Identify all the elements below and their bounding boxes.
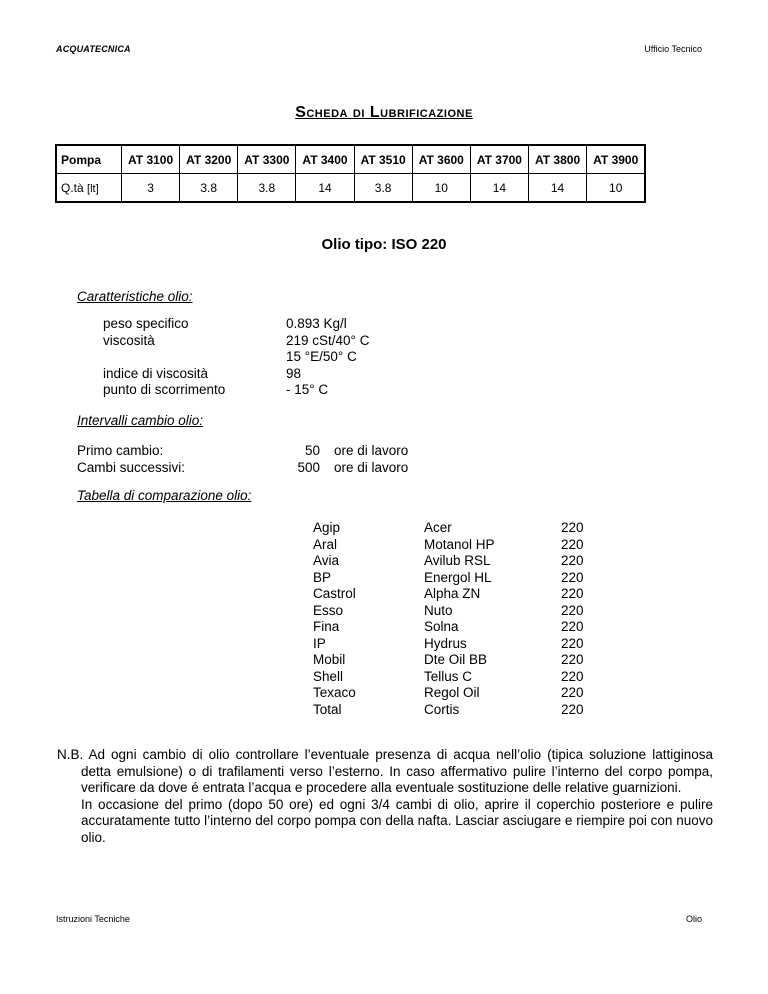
interval-unit: ore di lavoro bbox=[334, 459, 409, 475]
interval-units bbox=[334, 443, 484, 476]
brand-name: Mobil bbox=[313, 652, 346, 667]
product-name: Motanol HP bbox=[424, 536, 495, 552]
pump-model-row bbox=[56, 145, 645, 174]
pump-quantity-row bbox=[56, 174, 645, 203]
pump-model-cell: AT 3700 bbox=[470, 145, 528, 174]
brand-name: Aral bbox=[313, 536, 338, 552]
grade-value: 220 bbox=[561, 569, 584, 585]
title-text: Scheda di Lubrificazione bbox=[295, 104, 473, 121]
grade-value: 220 bbox=[561, 553, 584, 568]
brand-name: Total bbox=[313, 701, 342, 717]
pump-model-cell: AT 3300 bbox=[238, 145, 296, 174]
characteristic-label: punto di scorrimento bbox=[103, 382, 226, 397]
interval-unit: ore di lavoro bbox=[334, 443, 409, 458]
note-paragraph: N.B. Ad ogni cambio di olio controllare l’eventuale presenza di acqua nell’olio (tipica soluzione lattiginosa detta emulsione) o di trafilamenti verso l’esterno. In caso affermativo pulire l’interno del corpo pompa, verificare da dove é entrata l’acqua e procedere alla eventuale sostituzione delle relative guarnizioni. bbox=[57, 747, 713, 795]
characteristic-label: peso specifico bbox=[103, 316, 189, 331]
characteristic-value: 98 bbox=[286, 365, 302, 381]
note-paragraph: In occasione del primo (dopo 50 ore) ed ogni 3/4 cambi di olio, aprire il coperchio posteriore e pulire accuratamente tutto l’interno del corpo pompa con della nafta. Lasciar asciugare e riempire poi con nuovo olio. bbox=[81, 796, 713, 845]
quantity-label-text: Q.tà bbox=[61, 180, 84, 195]
pump-model-cell: AT 3100 bbox=[122, 145, 180, 174]
grade-value: 220 bbox=[561, 586, 584, 601]
product-name: Alpha ZN bbox=[424, 586, 481, 601]
grade-value: 220 bbox=[561, 635, 584, 651]
brand-name: Texaco bbox=[313, 685, 356, 700]
quantity-cell: 3 bbox=[122, 174, 180, 203]
pump-model-cell: AT 3400 bbox=[296, 145, 354, 174]
grade-value: 220 bbox=[561, 520, 584, 535]
characteristics-heading: Caratteristiche olio: bbox=[77, 289, 193, 304]
product-name: Nuto bbox=[424, 602, 453, 618]
quantity-cell: 10 bbox=[412, 174, 470, 203]
grade-value: 220 bbox=[561, 652, 584, 667]
product-name: Regol Oil bbox=[424, 685, 480, 700]
grade-value: 220 bbox=[561, 536, 584, 552]
comparison-grades bbox=[561, 520, 601, 718]
characteristic-value: - 15° C bbox=[286, 382, 329, 397]
grade-value: 220 bbox=[561, 668, 584, 684]
characteristic-value: 219 cSt/40° C bbox=[286, 332, 370, 348]
characteristics-values bbox=[286, 316, 486, 399]
comparison-brands bbox=[313, 520, 413, 718]
grade-value: 220 bbox=[561, 602, 584, 618]
grade-value: 220 bbox=[561, 701, 584, 717]
brand-name: BP bbox=[313, 569, 332, 585]
product-name: Dte Oil BB bbox=[424, 652, 488, 667]
interval-label: Primo cambio: bbox=[77, 443, 164, 458]
pump-model-cell: AT 3600 bbox=[412, 145, 470, 174]
brand-name: Fina bbox=[313, 619, 340, 634]
quantity-cell: 10 bbox=[587, 174, 646, 203]
footer-right: Olio bbox=[685, 914, 702, 924]
interval-hours-value: 50 bbox=[304, 443, 320, 458]
note-block bbox=[57, 747, 713, 846]
brand-name: Agip bbox=[313, 520, 341, 535]
pump-model-cell: AT 3800 bbox=[528, 145, 586, 174]
comparison-heading: Tabella di comparazione olio: bbox=[77, 488, 252, 503]
characteristic-value: 0.893 Kg/l bbox=[286, 316, 347, 331]
interval-label: Cambi successivi: bbox=[77, 459, 186, 475]
brand-name: Castrol bbox=[313, 586, 356, 601]
product-name: Energol HL bbox=[424, 569, 492, 585]
brand-name: Avia bbox=[313, 553, 340, 568]
department-label: Ufficio Tecnico bbox=[644, 44, 702, 54]
pump-model-cell: AT 3900 bbox=[587, 145, 646, 174]
pump-model-cell: AT 3510 bbox=[354, 145, 412, 174]
quantity-row-label bbox=[56, 174, 122, 203]
pump-quantity-table bbox=[55, 144, 646, 203]
quantity-cell: 14 bbox=[528, 174, 586, 203]
grade-value: 220 bbox=[561, 685, 584, 700]
pump-model-cell: AT 3200 bbox=[180, 145, 238, 174]
quantity-cell: 3.8 bbox=[354, 174, 412, 203]
characteristic-label: viscosità bbox=[103, 332, 155, 348]
intervals-heading: Intervalli cambio olio: bbox=[77, 413, 204, 428]
product-name: Hydrus bbox=[424, 635, 467, 651]
product-name: Tellus C bbox=[424, 668, 473, 684]
oil-type-heading: Olio tipo: ISO 220 bbox=[321, 236, 447, 253]
quantity-cell: 3.8 bbox=[180, 174, 238, 203]
interval-hours bbox=[280, 443, 320, 476]
brand-name: Esso bbox=[313, 602, 344, 618]
quantity-unit: [lt] bbox=[87, 182, 99, 195]
product-name: Acer bbox=[424, 520, 452, 535]
pump-row-label: Pompa bbox=[56, 145, 122, 174]
comparison-products bbox=[424, 520, 554, 718]
company-logo: ACQUATECNICA bbox=[56, 44, 131, 54]
characteristics-labels bbox=[103, 316, 263, 399]
grade-value: 220 bbox=[561, 619, 584, 634]
page-title bbox=[0, 104, 768, 122]
characteristic-label: indice di viscosità bbox=[103, 365, 209, 381]
intervals-labels bbox=[77, 443, 277, 476]
quantity-cell: 14 bbox=[470, 174, 528, 203]
product-name: Solna bbox=[424, 619, 459, 634]
quantity-cell: 14 bbox=[296, 174, 354, 203]
product-name: Cortis bbox=[424, 701, 460, 717]
characteristic-label bbox=[103, 349, 263, 366]
quantity-cell: 3.8 bbox=[238, 174, 296, 203]
interval-hours-value: 500 bbox=[297, 459, 320, 475]
footer-left: Istruzioni Tecniche bbox=[56, 914, 130, 924]
product-name: Avilub RSL bbox=[424, 553, 491, 568]
characteristic-value: 15 °E/50° C bbox=[286, 349, 357, 364]
brand-name: Shell bbox=[313, 668, 344, 684]
brand-name: IP bbox=[313, 635, 326, 651]
